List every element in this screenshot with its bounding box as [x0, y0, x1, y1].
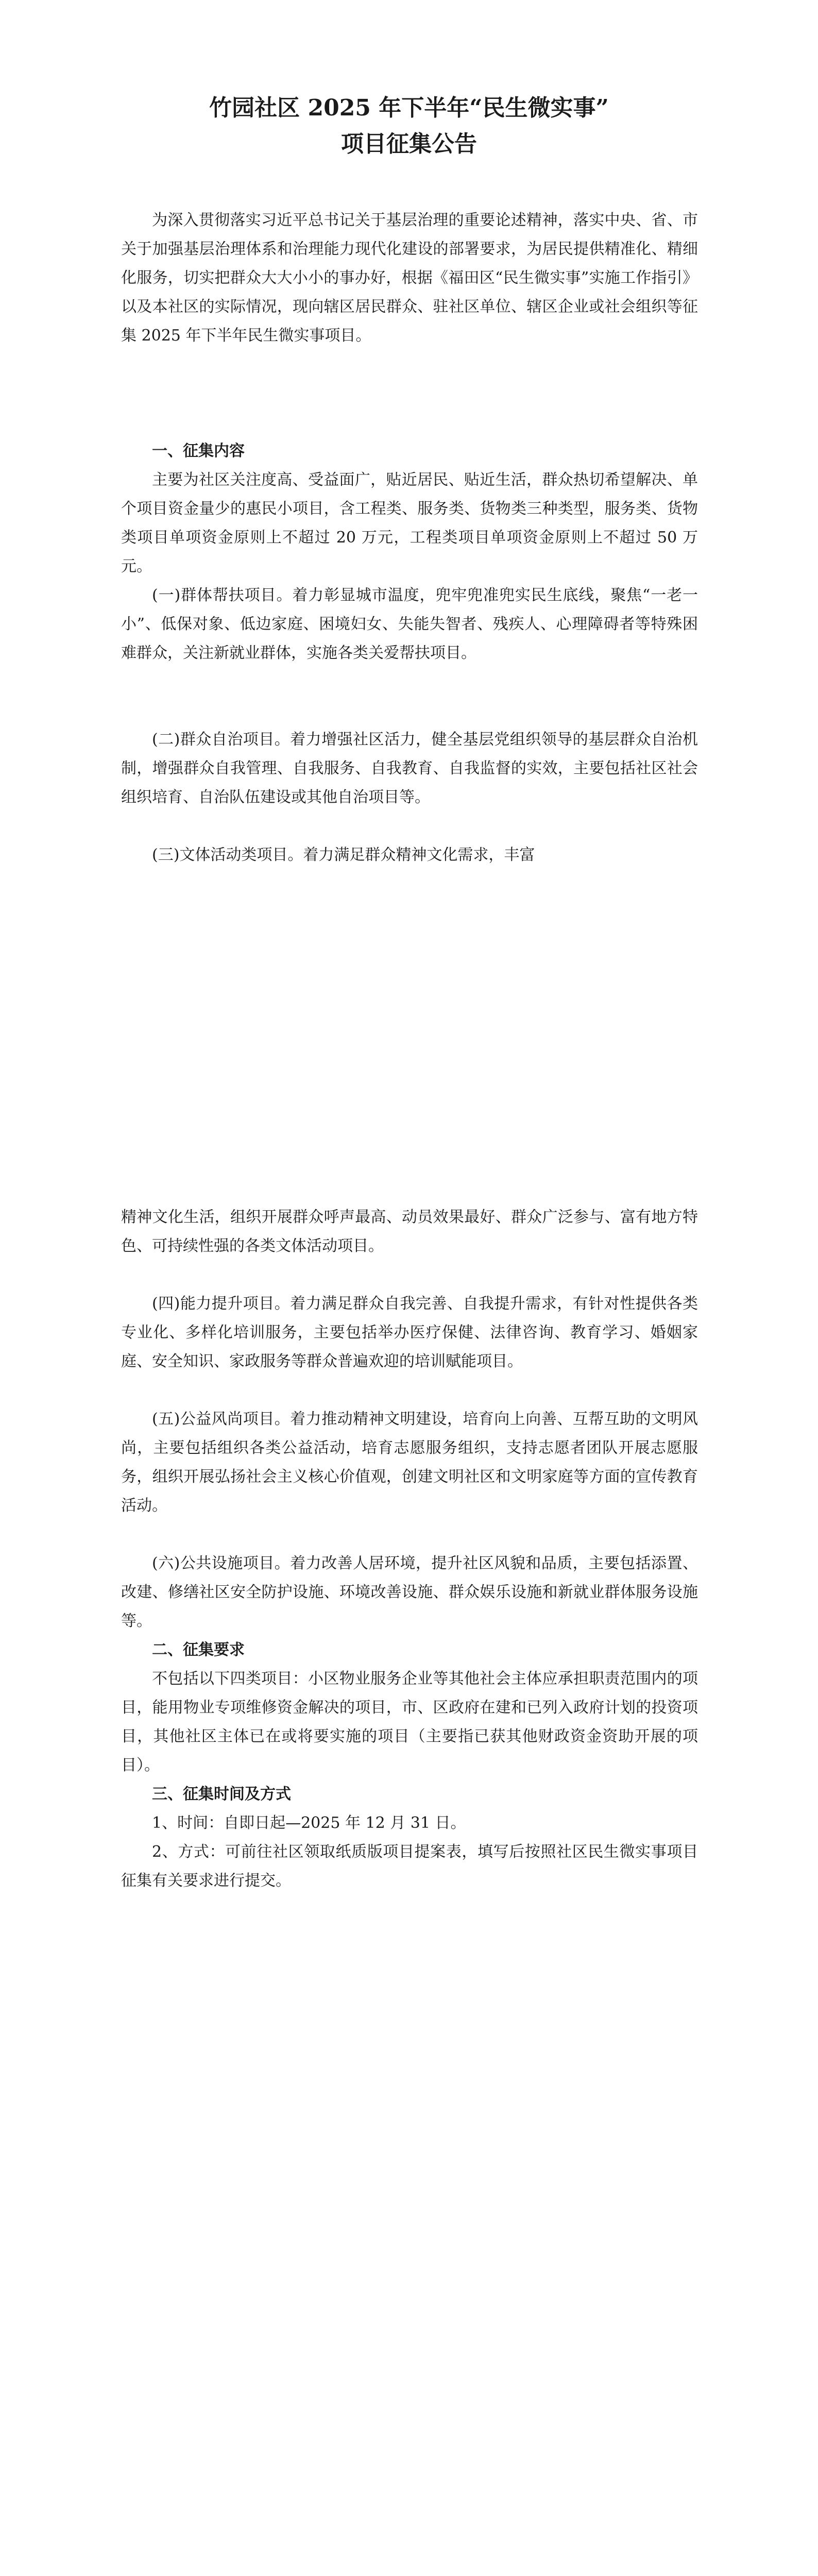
item-6-public-facilities: (六)公共设施项目。着力改善人居环境，提升社区风貌和品质，主要包括添置、改建、修缮社区安全防护设施、环境改善设施、群众娱乐设施和新就业群体服务设施等。 — [121, 1554, 698, 1630]
item-3-culture-sports-continued: 精神文化生活，组织开展群众呼声最高、动员效果最好、群众广泛参与、富有地方特色、可持续性强的各类文体活动项目。 — [121, 1208, 698, 1255]
item-4-capacity-building: (四)能力提升项目。着力满足群众自我完善、自我提升需求，有针对性提供各类专业化、多样化培训服务，主要包括举办医疗保健、法律咨询、教育学习、婚姻家庭、安全知识、家政服务等群众普遍欢迎的培训赋能项目。 — [121, 1295, 698, 1370]
section-3-heading: 三、征集时间及方式 — [152, 1785, 291, 1803]
item-3-culture-sports-start: (三)文体活动类项目。着力满足群众精神文化需求，丰富 — [152, 846, 535, 864]
section-1-heading: 一、征集内容 — [152, 442, 245, 460]
item-1-group-assistance: (一)群体帮扶项目。着力彰显城市温度，兜牢兜准兜实民生底线，聚焦“一老一小”、低保对象、低边家庭、困境妇女、失能失智者、残疾人、心理障碍者等特殊困难群众，关注新就业群体，实施各类关爱帮扶项目。 — [121, 586, 698, 662]
intro-paragraph: 为深入贯彻落实习近平总书记关于基层治理的重要论述精神，落实中央、省、市关于加强基层治理体系和治理能力现代化建设的部署要求，为居民提供精准化、精细化服务，切实把群众大大小小的事办好，根据《福田区“民生微实事”实施工作指引》以及本社区的实际情况，现向辖区居民群众、驻社区单位、辖区企业或社会组织等征集 2025 年下半年民生微实事项目。 — [121, 211, 698, 345]
item-5-public-welfare: (五)公益风尚项目。着力推动精神文明建设，培育向上向善、互帮互助的文明风尚，主要包括组织各类公益活动，培育志愿服务组织，支持志愿者团队开展志愿服务，组织开展弘扬社会主义核心价值观，创建文明社区和文明家庭等方面的宣传教育活动。 — [121, 1410, 698, 1515]
section-2-heading: 二、征集要求 — [152, 1641, 245, 1659]
section-3-method: 2、方式：可前往社区领取纸质版项目提案表，填写后按照社区民生微实事项目征集有关要求进行提交。 — [121, 1843, 698, 1890]
section-2-body: 不包括以下四类项目：小区物业服务企业等其他社会主体应承担职责范围内的项目，能用物业专项维修资金解决的项目，市、区政府在建和已列入政府计划的投资项目，其他社区主体已在或将要实施的项目（主要指已获其他财政资金资助开展的项目）。 — [121, 1670, 698, 1774]
section-3-time: 1、时间：自即日起—2025 年 12 月 31 日。 — [152, 1814, 466, 1832]
item-2-self-governance: (二)群众自治项目。着力增强社区活力，健全基层党组织领导的基层群众自治机制，增强群众自我管理、自我服务、自我教育、自我监督的实效，主要包括社区社会组织培育、自治队伍建设或其他自治项目等。 — [121, 731, 698, 806]
title-line-2: 项目征集公告 — [341, 131, 477, 157]
title-line-1: 竹园社区 2025 年下半年“民生微实事” — [209, 95, 609, 121]
section-1-body: 主要为社区关注度高、受益面广，贴近居民、贴近生活，群众热切希望解决、单个项目资金量少的惠民小项目，含工程类、服务类、货物类三种类型，服务类、货物类项目单项资金原则上不超过 20 万元，工程类项目单项资金原则上不超过 50 万元。 — [121, 471, 698, 575]
